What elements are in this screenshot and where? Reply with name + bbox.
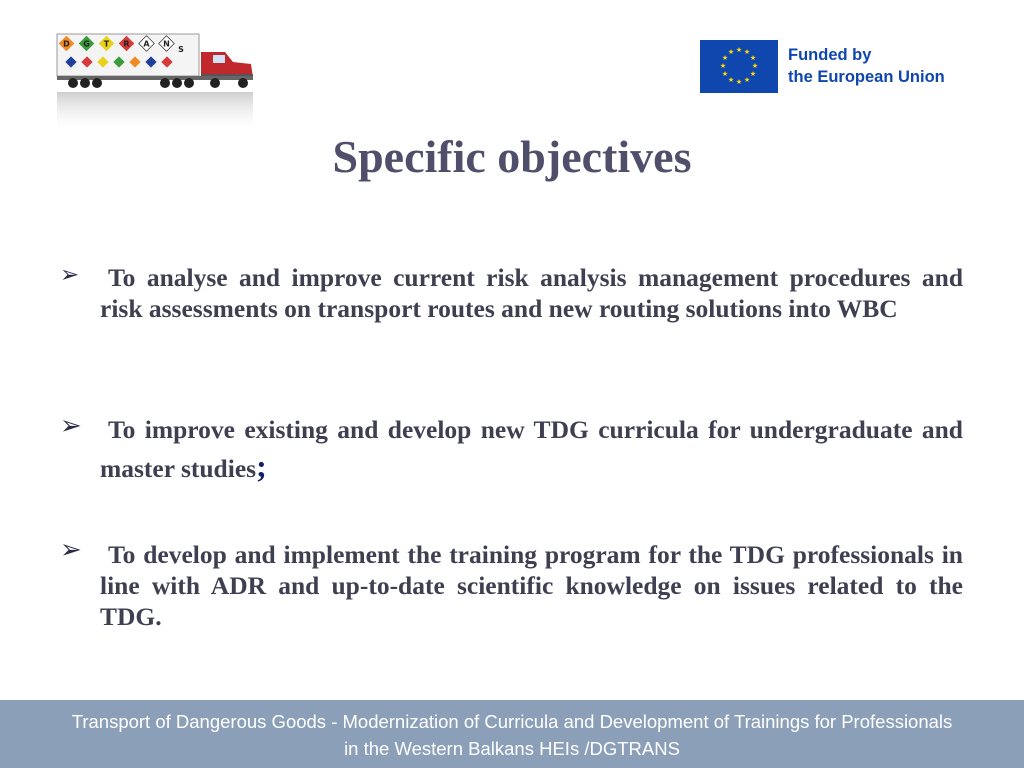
eu-line-1: Funded by [788, 46, 872, 64]
dgtrans-truck-logo [55, 30, 255, 135]
logo-letter: G [83, 39, 90, 49]
slide-title: Specific objectives [332, 131, 692, 182]
eu-flag-icon [700, 40, 778, 93]
svg-text:★: ★ [719, 62, 727, 70]
svg-text:★: ★ [743, 76, 751, 84]
objective-suffix: ; [256, 448, 267, 484]
arrow-bullet-icon: ➢ [60, 535, 82, 565]
svg-text:★: ★ [721, 54, 729, 62]
footer-line-1: Transport of Dangerous Goods - Modernization of Curricula and Development of Trainings for Professionals [71, 711, 953, 732]
objective-item [60, 262, 963, 324]
footer-bar [0, 700, 1024, 768]
svg-text:★: ★ [727, 48, 735, 56]
objective-text: To improve existing and develop new TDG curricula for undergraduate and master studies [100, 415, 963, 483]
objective-text: To develop and implement the training program for the TDG professionals in line with ADR and up-to-date scientific knowledge on issues related to the TDG. [100, 540, 963, 631]
svg-text:★: ★ [749, 70, 757, 78]
objective-text: To analyse and improve current risk analysis management procedures and risk assessments on transport routes and new routing solutions into WBC [100, 263, 963, 323]
logo-letter: D [63, 39, 70, 49]
footer-line-2: in the Western Balkans HEIs /DGTRANS [344, 738, 680, 759]
objective-item [60, 412, 963, 487]
logo-letter: R [123, 39, 130, 49]
logo-letter: N [163, 39, 170, 49]
svg-text:★: ★ [749, 54, 757, 62]
arrow-bullet-icon: ➢ [60, 411, 82, 441]
svg-text:★: ★ [721, 70, 729, 78]
svg-text:★: ★ [751, 62, 759, 70]
eu-line-2: the European Union [788, 68, 945, 86]
svg-text:★: ★ [735, 78, 743, 86]
eu-funding-text [788, 44, 945, 88]
logo-letter: A [143, 39, 150, 49]
logo-letter: T [103, 39, 110, 49]
arrow-bullet-icon: ➢ [60, 262, 80, 288]
eu-funding-badge [700, 40, 960, 93]
svg-text:★: ★ [727, 76, 735, 84]
svg-text:★: ★ [743, 48, 751, 56]
logo-letter: S [178, 45, 184, 54]
objective-item [60, 535, 963, 632]
svg-text:★: ★ [735, 46, 743, 54]
